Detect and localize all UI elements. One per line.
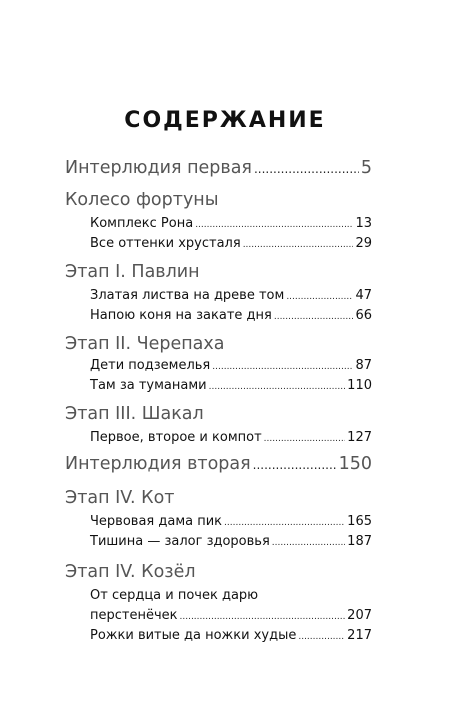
dot-leader (180, 612, 346, 622)
toc-entry-page: 150 (338, 454, 372, 474)
dot-leader (264, 434, 346, 444)
toc-entry-label: Интерлюдия первая (65, 158, 252, 178)
toc-entry-page: 87 (355, 358, 372, 373)
toc-entry-fog[interactable] (90, 378, 372, 393)
toc-entry-shades[interactable] (90, 236, 372, 251)
toc-entry-label: Дети подземелья (90, 358, 211, 373)
toc-entry-heart-line-1[interactable]: От сердца и почек дарю (90, 588, 259, 603)
toc-entry-label: Комплекс Рона (90, 216, 194, 231)
toc-entry-label: Напою коня на закате дня (90, 308, 272, 323)
toc-entry-label: Златая листва на древе том (90, 288, 285, 303)
toc-entry-page: 127 (347, 430, 372, 445)
toc-entry-page: 207 (347, 608, 372, 623)
toc-entry-queen[interactable] (90, 514, 372, 529)
dot-leader (212, 362, 353, 372)
dot-leader (286, 292, 353, 302)
toc-entry-label: Червовая дама пик (90, 514, 223, 529)
toc-entry-page: 13 (355, 216, 372, 231)
page-title: СОДЕРЖАНИЕ (124, 108, 326, 133)
toc-entry-page: 165 (347, 514, 372, 529)
dot-leader (254, 162, 359, 176)
dot-leader (243, 240, 354, 250)
toc-entry-first[interactable] (90, 430, 372, 445)
toc-entry-label: Интерлюдия вторая (65, 454, 251, 474)
toc-entry-heart[interactable] (90, 608, 372, 623)
toc-entry-label: Все оттенки хрусталя (90, 236, 241, 251)
dot-leader (195, 220, 353, 230)
toc-section-stage-4-goat[interactable]: Этап IV. Козёл (65, 562, 196, 582)
dot-leader (298, 632, 345, 642)
toc-entry-page: 66 (355, 308, 372, 323)
toc-entry-label: Рожки витые да ножки худые (90, 628, 297, 643)
toc-section-wheel[interactable]: Колесо фортуны (65, 190, 219, 210)
toc-entry-page: 47 (355, 288, 372, 303)
dot-leader (274, 312, 354, 322)
toc-entry-page: 5 (360, 158, 372, 178)
toc-entry-page: 187 (347, 534, 372, 549)
toc-entry-complex[interactable] (90, 216, 372, 231)
toc-entry-silence[interactable] (90, 534, 372, 549)
toc-entry-label: перстенёчек (90, 608, 178, 623)
toc-entry-interlude-1[interactable] (65, 158, 372, 178)
toc-section-stage-2[interactable]: Этап II. Черепаха (65, 334, 225, 354)
dot-leader (253, 458, 337, 472)
toc-section-stage-4-cat[interactable]: Этап IV. Кот (65, 488, 175, 508)
dot-leader (224, 518, 345, 528)
toc-entry-horns[interactable] (90, 628, 372, 643)
toc-entry-interlude-2[interactable] (65, 454, 372, 474)
toc-section-stage-1[interactable]: Этап I. Павлин (65, 262, 200, 282)
toc-entry-page: 110 (347, 378, 372, 393)
toc-entry-label: Там за туманами (90, 378, 207, 393)
dot-leader (209, 382, 346, 392)
dot-leader (272, 538, 345, 548)
toc-entry-gold[interactable] (90, 288, 372, 303)
toc-entry-children[interactable] (90, 358, 372, 373)
toc-entry-page: 217 (347, 628, 372, 643)
toc-entry-label: Тишина — залог здоровья (90, 534, 270, 549)
toc-entry-horse[interactable] (90, 308, 372, 323)
toc-section-stage-3[interactable]: Этап III. Шакал (65, 404, 204, 424)
toc-entry-page: 29 (355, 236, 372, 251)
toc-entry-label: Первое, второе и компот (90, 430, 262, 445)
